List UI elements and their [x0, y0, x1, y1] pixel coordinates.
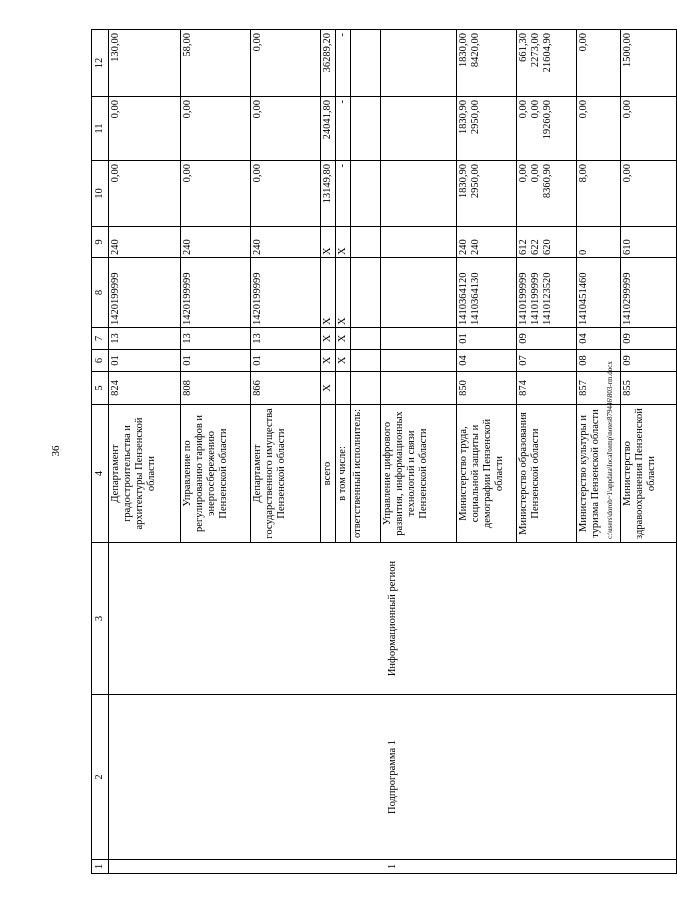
target-article-cell [621, 258, 677, 328]
section-cell: Х [321, 350, 336, 372]
amount-cell [517, 97, 577, 161]
target-article-cell [457, 258, 517, 328]
target-article-cell-value: 1410123520 [542, 272, 554, 325]
amount-cell [321, 97, 336, 161]
subsection-cell: 01 [457, 328, 517, 350]
expense-type-cell [336, 227, 351, 258]
amount-cell-value: 0,00 [578, 33, 590, 52]
amount-cell-value: 0,00 [182, 164, 193, 183]
subprogram-name-cell: Подпрограмма 1 [109, 695, 677, 860]
amount-cell-value: 2950,00 [470, 164, 482, 199]
subprogram-title-cell: Информационный регион [109, 543, 677, 695]
code-cell: 824 [109, 372, 181, 405]
amount-cell-value: 8360,90 [542, 164, 554, 199]
amount-cell [381, 97, 457, 161]
amount-cell [351, 161, 381, 227]
amount-cell-value: 0,00 [622, 100, 634, 119]
amount-cell-value: 0,00 [110, 100, 121, 119]
expense-type-cell [517, 227, 577, 258]
expense-type-cell-value: Х [322, 247, 333, 255]
section-cell: 01 [181, 350, 251, 372]
expense-type-cell-value: 240 [470, 239, 482, 255]
amount-cell-value: - [337, 100, 349, 104]
header-cell: 9 [92, 227, 109, 258]
expense-type-cell-value: 612 [518, 239, 530, 255]
table-row [109, 30, 181, 874]
amount-cell [621, 97, 677, 161]
code-cell: 874 [517, 372, 577, 405]
target-article-cell [577, 258, 621, 328]
expense-type-cell-value: 240 [182, 239, 193, 255]
code-cell [336, 372, 351, 405]
expense-type-cell [321, 227, 336, 258]
subsection-cell: 13 [181, 328, 251, 350]
target-article-cell-value: 1410451460 [578, 272, 590, 325]
executor-cell: Министерство труда, социальной защиты и демографии Пензенской области [457, 405, 517, 543]
code-cell: Х [321, 372, 336, 405]
target-article-cell-value: 1410299999 [622, 272, 634, 325]
table-header-row [92, 30, 109, 874]
expense-type-cell-value: 240 [110, 239, 121, 255]
code-cell: 857 [577, 372, 621, 405]
amount-cell-value: 0,00 [252, 164, 263, 183]
executor-cell: ответственный исполнитель: [351, 405, 381, 543]
amount-cell [109, 97, 181, 161]
amount-cell-value: 19260,90 [542, 100, 554, 140]
amount-cell [181, 161, 251, 227]
section-cell [351, 350, 381, 372]
code-cell [381, 372, 457, 405]
target-article-cell-value: 1420199999 [182, 272, 193, 325]
target-article-cell-value: 1420199999 [252, 272, 263, 325]
header-cell: 4 [92, 405, 109, 543]
expense-type-cell-value: Х [337, 247, 349, 255]
code-cell: 855 [621, 372, 677, 405]
header-cell: 7 [92, 328, 109, 350]
header-cell: 2 [92, 695, 109, 860]
header-cell: 12 [92, 30, 109, 97]
amount-cell [621, 30, 677, 97]
amount-cell-value: 0,00 [530, 100, 542, 119]
amount-cell [517, 30, 577, 97]
amount-cell [457, 97, 517, 161]
target-article-cell [251, 258, 321, 328]
amount-cell-value: 58,00 [182, 33, 193, 57]
expense-type-cell-value: 240 [252, 239, 263, 255]
amount-cell-value: 8420,00 [470, 33, 482, 68]
header-cell: 6 [92, 350, 109, 372]
target-article-cell [336, 258, 351, 328]
subprogram-number-cell: 1 [109, 860, 677, 874]
target-article-cell-value: Х [337, 317, 349, 325]
amount-cell [517, 161, 577, 227]
executor-cell: Министерство культуры и туризма Пензенской области [577, 405, 621, 543]
expense-type-cell [621, 227, 677, 258]
amount-cell [621, 161, 677, 227]
target-article-cell-value: 1410199999 [530, 272, 542, 325]
amount-cell-value: 0,00 [530, 164, 542, 183]
expense-type-cell [457, 227, 517, 258]
amount-cell-value: 13149,80 [322, 164, 333, 204]
amount-cell [109, 30, 181, 97]
amount-cell [336, 97, 351, 161]
amount-cell [457, 30, 517, 97]
expense-type-cell-value: 622 [530, 239, 542, 255]
code-cell [351, 372, 381, 405]
amount-cell-value: 0,00 [110, 164, 121, 183]
amount-cell-value: 24041,80 [322, 100, 333, 140]
section-cell: 01 [251, 350, 321, 372]
subsection-cell: Х [321, 328, 336, 350]
subsection-cell: 09 [621, 328, 677, 350]
target-article-cell-value: 1410364120 [458, 272, 470, 325]
expense-type-cell-value: 610 [622, 239, 634, 255]
target-article-cell [351, 258, 381, 328]
amount-cell [109, 161, 181, 227]
expense-type-cell [381, 227, 457, 258]
amount-cell [251, 97, 321, 161]
section-cell: 04 [457, 350, 517, 372]
target-article-cell [181, 258, 251, 328]
target-article-cell-value: 1410199999 [518, 272, 530, 325]
amount-cell-value: 36289,20 [322, 33, 333, 73]
amount-cell [457, 161, 517, 227]
expense-type-cell-value: 240 [458, 239, 470, 255]
budget-table [91, 29, 677, 874]
document-table-region [91, 30, 658, 874]
expense-type-cell [181, 227, 251, 258]
section-cell: 07 [517, 350, 577, 372]
expense-type-cell [577, 227, 621, 258]
executor-cell: Министерство здравоохранения Пензенской области [621, 405, 677, 543]
amount-cell [336, 161, 351, 227]
amount-cell-value: 1500,00 [622, 33, 634, 68]
amount-cell-value: 0,00 [518, 164, 530, 183]
header-cell: 10 [92, 161, 109, 227]
executor-cell: в том числе: [336, 405, 351, 543]
amount-cell [251, 30, 321, 97]
amount-cell-value: 1830,00 [458, 33, 470, 68]
amount-cell [181, 97, 251, 161]
amount-cell-value: 0,00 [182, 100, 193, 119]
subsection-cell [351, 328, 381, 350]
amount-cell-value: 661,30 [518, 33, 530, 62]
code-cell: 866 [251, 372, 321, 405]
header-cell: 3 [92, 543, 109, 695]
code-cell: 850 [457, 372, 517, 405]
amount-cell [381, 161, 457, 227]
expense-type-cell [351, 227, 381, 258]
header-cell: 1 [92, 860, 109, 874]
expense-type-cell-value: 620 [542, 239, 554, 255]
section-cell: 09 [621, 350, 677, 372]
section-cell: 08 [577, 350, 621, 372]
subsection-cell [381, 328, 457, 350]
subsection-cell: 13 [251, 328, 321, 350]
executor-cell: Департамент государственного имущества Пензенской области [251, 405, 321, 543]
amount-cell-value: - [337, 164, 349, 168]
amount-cell [181, 30, 251, 97]
target-article-cell-value: Х [322, 317, 333, 325]
executor-cell: Департамент градостроительства и архитектуры Пензенской области [109, 405, 181, 543]
code-cell: 808 [181, 372, 251, 405]
executor-cell: Управление цифрового развития, информационных технологий и связи Пензенской области [381, 405, 457, 543]
amount-cell [577, 30, 621, 97]
amount-cell [321, 161, 336, 227]
target-article-cell-value: 1410364130 [470, 272, 482, 325]
amount-cell-value: 1830,90 [458, 100, 470, 135]
amount-cell [351, 30, 381, 97]
amount-cell-value: 2273,00 [530, 33, 542, 68]
target-article-cell [321, 258, 336, 328]
footer-file-path-text: c:\users\dorob~1\appdata\local\temp\notes879446\803-rm.docx [606, 361, 614, 539]
subsection-cell: 04 [577, 328, 621, 350]
section-cell [381, 350, 457, 372]
target-article-cell-value: 1420199999 [110, 272, 121, 325]
amount-cell-value: 1830,90 [458, 164, 470, 199]
amount-cell-value: 0,00 [622, 164, 634, 183]
amount-cell-value: 21604,90 [542, 33, 554, 73]
target-article-cell [109, 258, 181, 328]
amount-cell [336, 30, 351, 97]
expense-type-cell [251, 227, 321, 258]
header-cell: 11 [92, 97, 109, 161]
header-cell: 8 [92, 258, 109, 328]
executor-cell: Министерство образования Пензенской области [517, 405, 577, 543]
subsection-cell: 13 [109, 328, 181, 350]
amount-cell-value: 0,00 [252, 100, 263, 119]
amount-cell [577, 161, 621, 227]
amount-cell-value: 0,00 [252, 33, 263, 52]
subsection-cell: Х [336, 328, 351, 350]
amount-cell [251, 161, 321, 227]
amount-cell [321, 30, 336, 97]
header-cell: 5 [92, 372, 109, 405]
executor-cell: всего [321, 405, 336, 543]
amount-cell-value: 130,00 [110, 33, 121, 62]
expense-type-cell-value: 0 [578, 249, 590, 255]
amount-cell-value: 8,00 [578, 164, 590, 183]
amount-cell [577, 97, 621, 161]
amount-cell-value: - [337, 33, 349, 37]
subsection-cell: 09 [517, 328, 577, 350]
expense-type-cell [109, 227, 181, 258]
executor-cell: Управление по регулированию тарифов и энергосбережению Пензенской области [181, 405, 251, 543]
table-body [92, 30, 677, 874]
amount-cell-value: 0,00 [518, 100, 530, 119]
page-number: 36 [50, 445, 62, 457]
amount-cell [381, 30, 457, 97]
amount-cell-value: 2950,00 [470, 100, 482, 135]
section-cell: Х [336, 350, 351, 372]
section-cell: 01 [109, 350, 181, 372]
amount-cell-value: 0,00 [578, 100, 590, 119]
target-article-cell [517, 258, 577, 328]
amount-cell [351, 97, 381, 161]
target-article-cell [381, 258, 457, 328]
